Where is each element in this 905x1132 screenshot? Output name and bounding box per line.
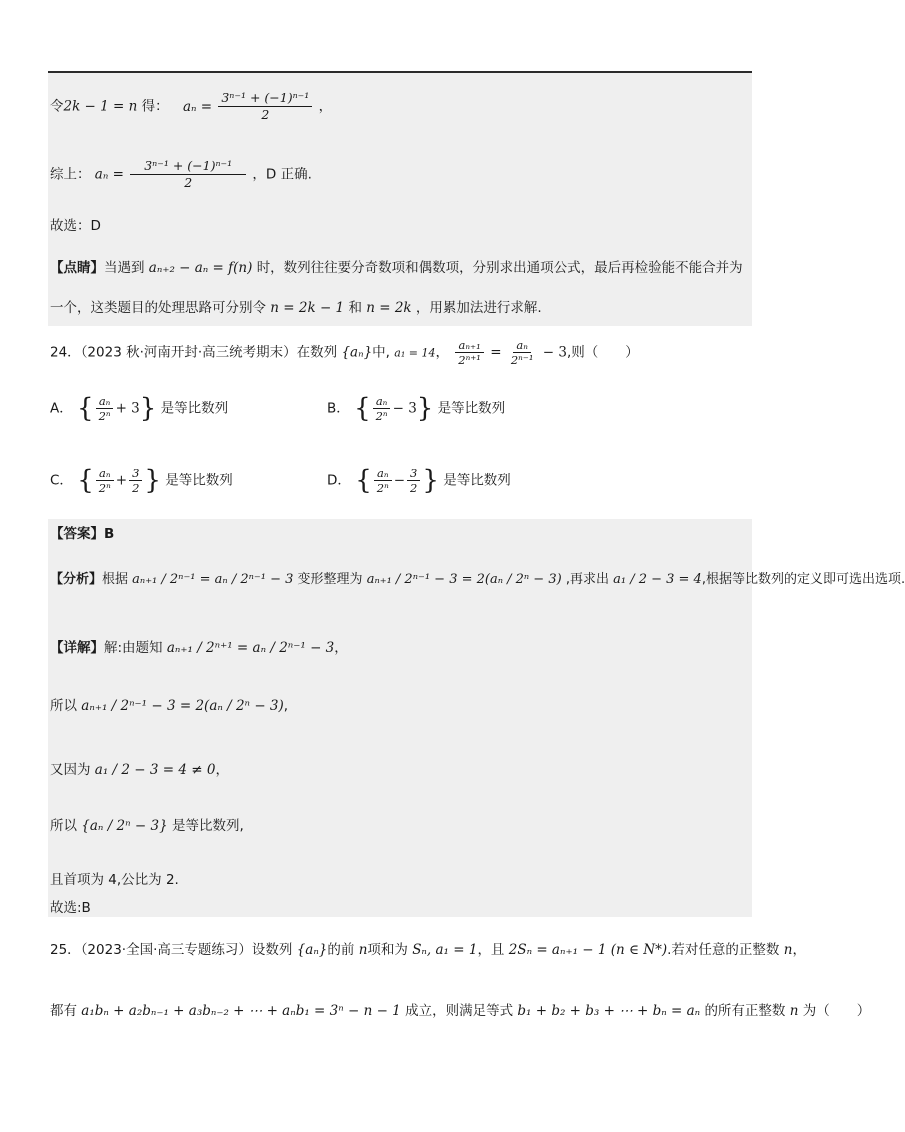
fraction: $\frac{\text{aₙ}}{\text{2ⁿ}}$ <box>96 466 114 495</box>
q25-stem-line-2: 都有 a₁bₙ + a₂bₙ₋₁ + a₃bₙ₋₂ + ⋯ + aₙb₁ = 3ⁿ − n − 1 成立，则满足等式 b₁ + b₂ + b₃ + ⋯ + bₙ = aₙ 的所有正整数 n 为（ ） <box>50 1003 871 1019</box>
q24-stem: 24．（2023 秋·河南开封·高三统考期末）在数列 {aₙ}中, a₁ = 14， $\frac{\text{aₙ₊₁}}{\text{2ⁿ⁺¹}}$ = $\frac{\text{aₙ}}{\text{2ⁿ⁻¹}}$ − 3,则（ ） <box>50 338 639 367</box>
prev-answer: 故选：D <box>50 218 101 234</box>
fraction: $\frac{\text{aₙ}}{\text{2ⁿ}}$ <box>373 394 391 423</box>
q24-so-2: 所以 {aₙ / 2ⁿ − 3} 是等比数列, <box>50 818 244 834</box>
q24-detail: 【详解】解:由题知 aₙ₊₁ / 2ⁿ⁺¹ = aₙ / 2ⁿ⁻¹ − 3， <box>50 640 348 656</box>
fraction: $\frac{\text{aₙ}}{\text{2ⁿ⁻¹}}$ <box>510 338 534 367</box>
fraction: $\frac{\text{aₙ}}{\text{2ⁿ}}$ <box>96 394 114 423</box>
fraction: $\frac{3}{2}$ <box>129 466 142 495</box>
q24-option-c[interactable]: C． { $\frac{\text{aₙ}}{\text{2ⁿ}}$ + $\frac{3}{2}$ } 是等比数列 <box>50 465 233 496</box>
q24-option-d[interactable]: D． { $\frac{\text{aₙ}}{\text{2ⁿ}}$ − $\frac{3}{2}$ } 是等比数列 <box>327 465 511 496</box>
q24-also: 又因为 a₁ / 2 − 3 = 4 ≠ 0， <box>50 762 229 778</box>
q24-option-a[interactable]: A． { $\frac{\text{aₙ}}{\text{2ⁿ}}$ + 3} 是等比数列 <box>50 393 229 424</box>
prev-tip-line-1: 【点睛】当遇到 aₙ₊₂ − aₙ = f(n) 时，数列往往要分奇数项和偶数项，分别求出通项公式，最后再检验能不能合并为 <box>50 260 743 276</box>
q24-option-b[interactable]: B． { $\frac{\text{aₙ}}{\text{2ⁿ}}$ − 3} 是等比数列 <box>327 393 506 424</box>
q24-so-1: 所以 aₙ₊₁ / 2ⁿ⁻¹ − 3 = 2(aₙ / 2ⁿ − 3), <box>50 698 289 714</box>
prev-line-2: 综上： aₙ = $\frac{\text{3ⁿ⁻¹ + (−1)ⁿ⁻¹}}{2}$ ，D 正确. <box>50 158 312 190</box>
q24-first-term: 且首项为 4,公比为 2. <box>50 872 179 888</box>
fraction: $\frac{\text{3ⁿ⁻¹ + (−1)ⁿ⁻¹}}{2}$ <box>130 158 246 191</box>
fraction: $\frac{\text{aₙ₊₁}}{\text{2ⁿ⁺¹}}$ <box>455 338 484 367</box>
fraction: $\frac{3}{2}$ <box>407 466 420 495</box>
q25-stem-line-1: 25．（2023·全国·高三专题练习）设数列 {aₙ}的前 n项和为 Sₙ, a₁ = 1，且 2Sₙ = aₙ₊₁ − 1 (n ∈ N*).若对任意的正整数 n， <box>50 942 806 958</box>
q24-answer: 【答案】B <box>50 526 115 542</box>
fraction: $\frac{\text{3ⁿ⁻¹ + (−1)ⁿ⁻¹}}{2}$ <box>218 90 312 123</box>
q24-analysis: 【分析】根据 aₙ₊₁ / 2ⁿ⁻¹ = aₙ / 2ⁿ⁻¹ − 3 变形整理为 aₙ₊₁ / 2ⁿ⁻¹ − 3 = 2(aₙ / 2ⁿ − 3) ,再求出 a₁ / 2 − 3 = 4,根据等比数列的定义即可选出选项. <box>50 572 905 587</box>
prev-line-1: 令2k − 1 = n 得： aₙ = $\frac{\text{3ⁿ⁻¹ + (−1)ⁿ⁻¹}}{2}$ ， <box>50 90 333 122</box>
prev-tip-line-2: 一个，这类题目的处理思路可分别令 n = 2k − 1 和 n = 2k ，用累加法进行求解. <box>50 300 542 316</box>
fraction: $\frac{\text{aₙ}}{\text{2ⁿ}}$ <box>374 466 392 495</box>
q24-choose: 故选:B <box>50 900 91 916</box>
